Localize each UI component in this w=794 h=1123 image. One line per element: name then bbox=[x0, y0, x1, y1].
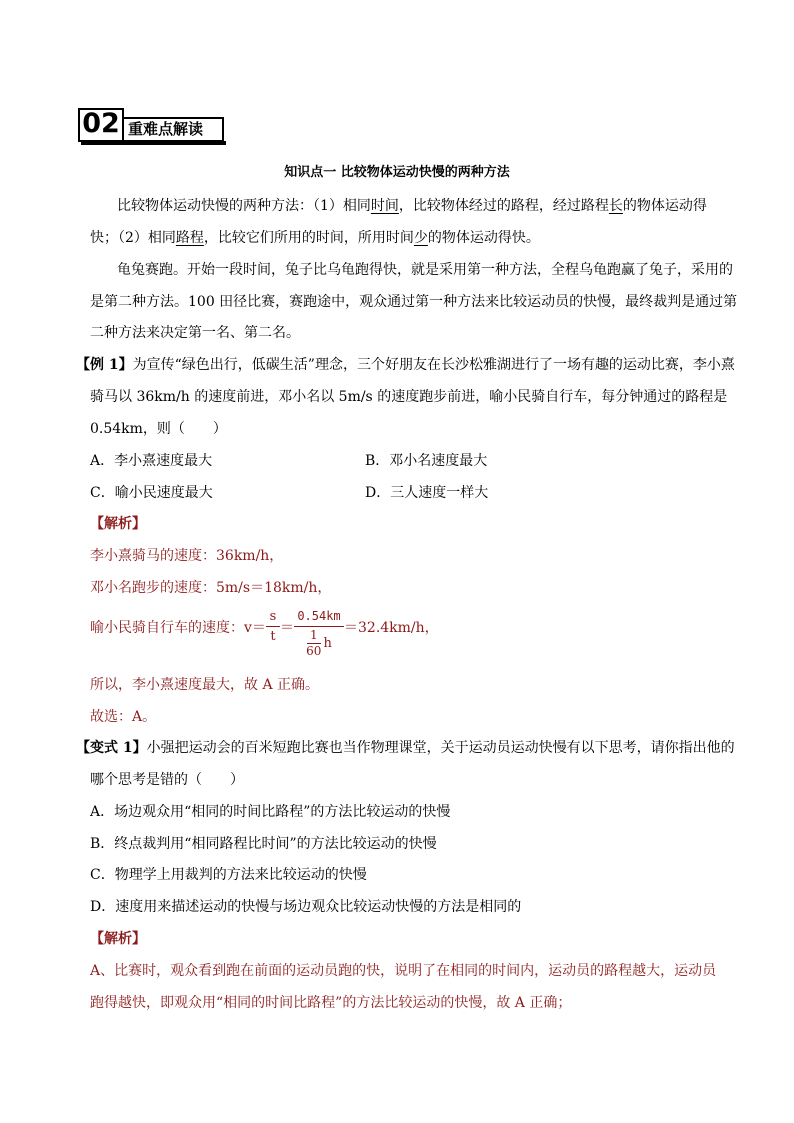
example1-analysis-conclusion: 所以，李小熹速度最大，故 A 正确。 bbox=[90, 677, 320, 693]
example1-formula-prefix: 喻小民骑自行车的速度：v＝ bbox=[90, 620, 266, 636]
blank-long: 长 bbox=[608, 198, 623, 214]
example1-option-a: A．李小熹速度最大 bbox=[90, 453, 213, 469]
example1-answer: 故选：A。 bbox=[90, 709, 157, 725]
example1-tag: 【例 1】 bbox=[76, 357, 133, 373]
variant1-option-c: C．物理学上用裁判的方法来比较运动的快慢 bbox=[90, 867, 367, 883]
example1-option-d: D．三人速度一样大 bbox=[365, 485, 489, 501]
example1-line2: 骑马以 36km/h 的速度前进，邓小名以 5m/s 的速度跑步前进，喻小民骑自行车，每分钟通过的路程是 bbox=[90, 389, 728, 405]
para2-line2: 是第二种方法。100 田径比赛，赛跑途中，观众通过第一种方法来比较运动员的快慢，最终裁判是通过第 bbox=[90, 294, 738, 310]
variant1-option-b: B．终点裁判用“相同路程比时间”的方法比较运动的快慢 bbox=[90, 836, 437, 852]
example1-option-b: B．邓小名速度最大 bbox=[365, 453, 488, 469]
variant1-line1: 【变式 1】小强把运动会的百米短跑比赛也当作物理课堂，关于运动员运动快慢有以下思考，请你指出他的 bbox=[76, 740, 735, 756]
knowledge-heading: 知识点一 比较物体运动快慢的两种方法 bbox=[284, 165, 510, 180]
example1-analysis-line2: 邓小名跑步的速度：5m/s＝18km/h， bbox=[90, 580, 332, 596]
fraction-distance-over-time: 0.54km 1 60 h bbox=[294, 609, 344, 658]
section-title: 重难点解读 bbox=[128, 120, 204, 138]
variant1-analysis-line2: 跑得越快，即观众用“相同的时间比路程”的方法比较运动的快慢，故 A 正确； bbox=[90, 995, 572, 1011]
example1-line1: 【例 1】为宣传“绿色出行，低碳生活”理念，三个好朋友在长沙松雅湖进行了一场有趣的运动比赛，李小熹 bbox=[76, 357, 735, 373]
para2-line1: 龟兔赛跑。开始一段时间，兔子比乌龟跑得快，就是采用第一种方法，全程乌龟跑赢了兔子，采用的 bbox=[117, 262, 733, 278]
variant1-option-a: A．场边观众用“相同的时间比路程”的方法比较运动的快慢 bbox=[90, 804, 451, 820]
blank-time: 时间 bbox=[370, 198, 399, 214]
blank-distance: 路程 bbox=[175, 230, 204, 246]
formula-equals: ＝ bbox=[280, 620, 294, 636]
section-number: 02 bbox=[82, 108, 120, 139]
formula-result: ＝32.4km/h， bbox=[344, 620, 439, 636]
section-underline bbox=[81, 141, 226, 145]
para2-line3: 二种方法来决定第一名、第二名。 bbox=[90, 325, 300, 341]
variant1-analysis-tag: 【解析】 bbox=[90, 931, 146, 947]
para1-line1: 比较物体运动快慢的两种方法：（1）相同时间，比较物体经过的路程，经过路程长的物体运动得 bbox=[117, 198, 707, 214]
example1-analysis-tag: 【解析】 bbox=[90, 516, 146, 532]
example1-option-c: C．喻小民速度最大 bbox=[90, 485, 213, 501]
variant1-line2: 哪个思考是错的（ ） bbox=[90, 772, 244, 788]
blank-less: 少 bbox=[413, 230, 428, 246]
fraction-s-over-t: s t bbox=[266, 609, 280, 644]
variant1-tag: 【变式 1】 bbox=[76, 740, 147, 756]
example1-line3: 0.54km，则（ ） bbox=[90, 421, 227, 437]
example1-analysis-line1: 李小熹骑马的速度：36km/h， bbox=[90, 548, 284, 564]
variant1-option-d: D．速度用来描述运动的快慢与场边观众比较运动快慢的方法是相同的 bbox=[90, 899, 522, 915]
variant1-analysis-line1: A、比赛时，观众看到跑在前面的运动员跑的快，说明了在相同的时间内，运动员的路程越大，运动员 bbox=[90, 963, 717, 979]
para1-line2: 快；（2）相同路程，比较它们所用的时间，所用时间少的物体运动得快。 bbox=[90, 230, 540, 246]
